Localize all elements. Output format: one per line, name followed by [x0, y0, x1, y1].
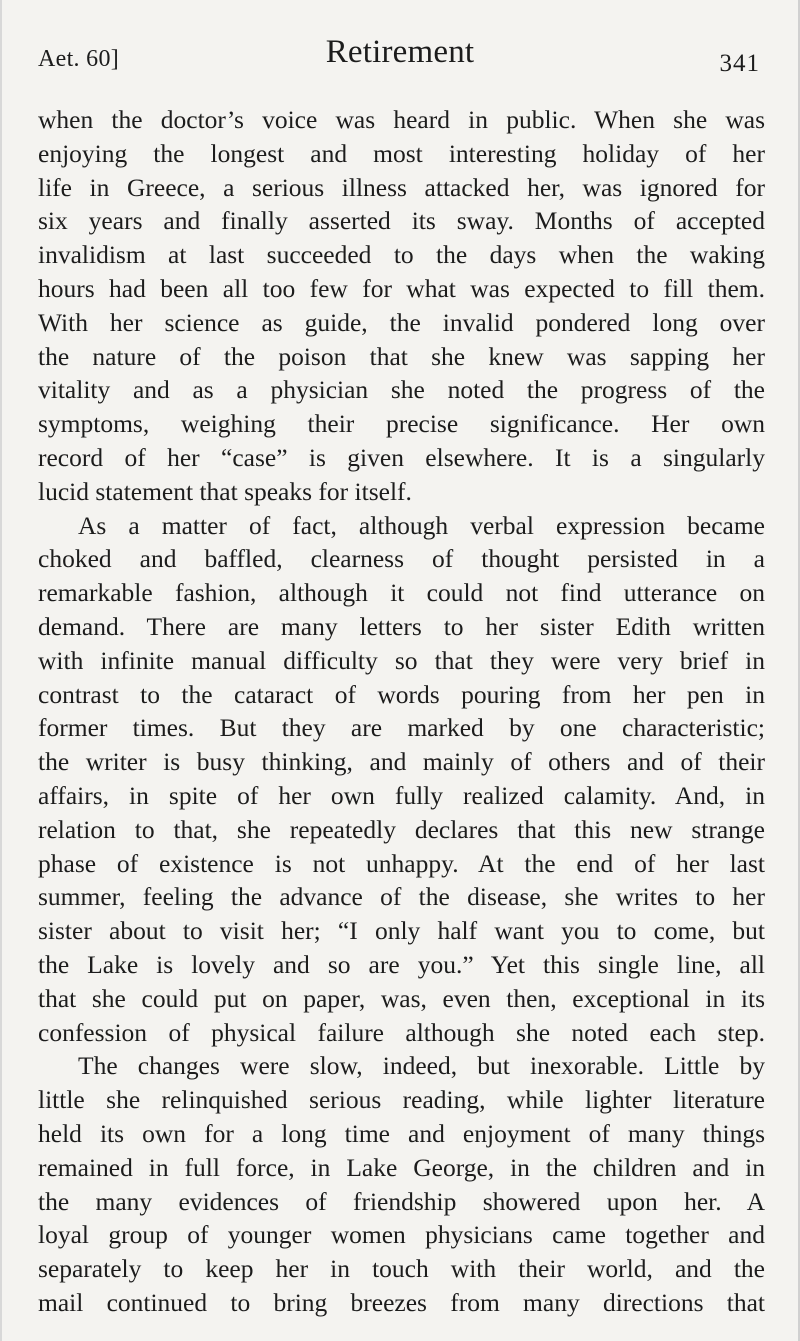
paragraph-start-line: The changes were slow, indeed, but inexorable. Little by [78, 1051, 765, 1081]
text-line: former times. But they are marked by one characteristic; [38, 713, 765, 743]
text-line: record of her “case” is given elsewhere. It is a singularly [38, 442, 765, 472]
text-line: choked and baffled, clearness of thought persisted in a [38, 544, 765, 574]
text-line: lucid statement that speaks for itself. [38, 476, 412, 506]
text-line: when the doctor’s voice was heard in public. When she was [38, 105, 765, 134]
text-line: the nature of the poison that she knew was sapping her [38, 341, 765, 371]
text-line: demand. There are many letters to her sister Edith written [38, 611, 765, 641]
text-line: summer, feeling the advance of the disease, she writes to her [38, 882, 765, 912]
text-line: that she could put on paper, was, even then, exceptional in its [38, 983, 765, 1013]
text-line: six years and finally asserted its sway. Months of accepted [38, 206, 765, 236]
text-line: phase of existence is not unhappy. At the end of her last [38, 848, 765, 878]
text-line: mail continued to bring breezes from many directions that [38, 1287, 765, 1317]
page-number: 341 [719, 50, 760, 77]
text-line: life in Greece, a serious illness attacked her, was ignored for [38, 172, 765, 202]
text-line: remarkable fashion, although it could not find utterance on [38, 578, 765, 608]
text-line: sister about to visit her; “I only half want you to come, but [38, 916, 765, 946]
page-header [38, 30, 762, 82]
text-line: confession of physical failure although she noted each step. [38, 1017, 765, 1047]
paragraph-start-line: As a matter of fact, although verbal expression became [78, 510, 765, 540]
text-line: with infinite manual difficulty so that they were very brief in [38, 645, 765, 675]
text-line: remained in full force, in Lake George, in the children and in [38, 1152, 765, 1182]
text-line: vitality and as a physician she noted the progress of the [38, 375, 765, 405]
text-line: invalidism at last succeeded to the days when the waking [38, 240, 765, 270]
text-line: the many evidences of friendship showered upon her. A [38, 1186, 765, 1216]
running-head: Aet. 60] [38, 46, 120, 72]
text-line: the Lake is lovely and so are you.” Yet this single line, all [38, 949, 765, 979]
text-line: symptoms, weighing their precise significance. Her own [38, 409, 765, 439]
page-title: Retirement [325, 34, 475, 70]
text-line: little she relinquished serious reading, while lighter literature [38, 1085, 765, 1115]
text-line: loyal group of younger women physicians came together and [38, 1220, 765, 1250]
text-line: contrast to the cataract of words pouring from her pen in [38, 679, 765, 709]
text-line: hours had been all too few for what was expected to fill them. [38, 273, 765, 303]
text-line: With her science as guide, the invalid pondered long over [38, 307, 765, 337]
text-line: affairs, in spite of her own fully realized calamity. And, in [38, 780, 765, 810]
text-line: enjoying the longest and most interesting holiday of her [38, 138, 765, 168]
text-line: held its own for a long time and enjoyment of many things [38, 1118, 765, 1148]
text-line: separately to keep her in touch with their world, and the [38, 1254, 765, 1284]
body-text [38, 103, 765, 1320]
text-line: the writer is busy thinking, and mainly of others and of their [38, 747, 765, 777]
text-line: relation to that, she repeatedly declares that this new strange [38, 814, 765, 844]
